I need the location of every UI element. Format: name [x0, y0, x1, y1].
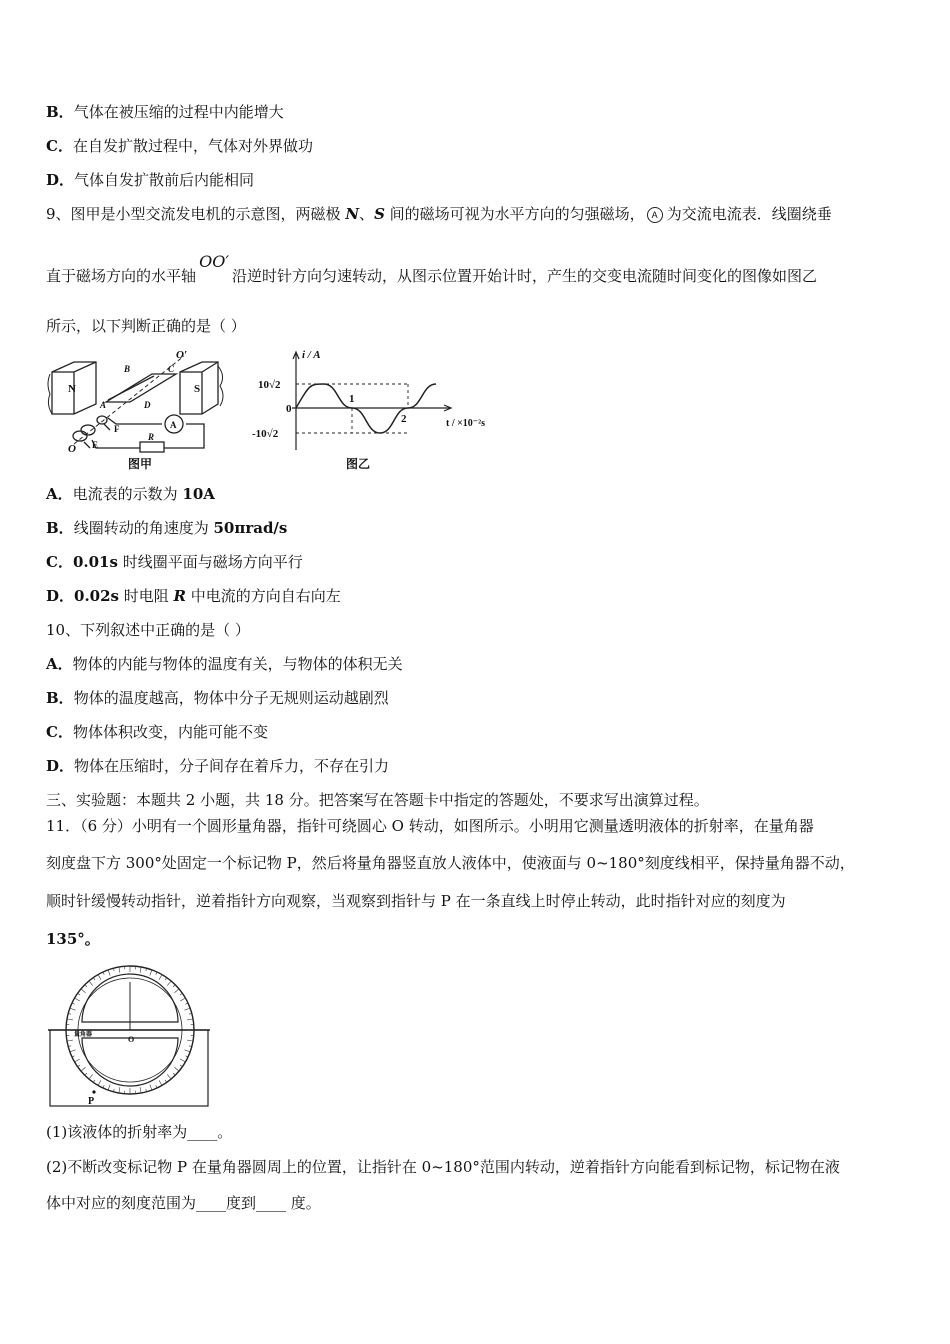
q10-option-d [46, 756, 389, 776]
marker-p-label: P [88, 1096, 95, 1107]
q11-line3: 顺时针缓慢转动指针，逆着指针方向观察，当观察到指针与 P 在一条直线上时停止转动，此时指针对应的刻度为 [46, 892, 786, 910]
label-e: E [92, 440, 99, 450]
option-text: 气体在被压缩的过程中内能增大 [73, 103, 284, 121]
q9-option-b [46, 518, 287, 538]
q9-text: 间的磁场可视为水平方向的匀强磁场， [384, 205, 645, 223]
current-graph [250, 346, 520, 472]
option-text: 电流表的示数为 [72, 485, 183, 503]
tick-mark [185, 1050, 191, 1052]
q10-option-a [46, 654, 403, 674]
marker-p [92, 1090, 95, 1093]
option-label: C． [46, 553, 73, 571]
q9-text: 、 [359, 205, 375, 223]
tick-mark [185, 1008, 191, 1010]
q9-stem-line2 [46, 252, 818, 286]
tick-mark [108, 1085, 110, 1091]
option-label: D． [46, 587, 75, 605]
q8-option-b [46, 102, 284, 122]
center-o-label: O [128, 1035, 135, 1044]
q10-option-c [46, 722, 268, 742]
q8-option-d [46, 170, 254, 190]
option-text: 中电流的方向自右向左 [186, 587, 341, 605]
tick-mark [85, 1073, 87, 1075]
q9-option-c [46, 552, 303, 572]
option-text: 物体体积改变，内能可能不变 [72, 723, 268, 741]
ytick-top: 10√2 [258, 379, 281, 391]
tick-mark [167, 1074, 171, 1079]
option-label: A． [46, 485, 73, 503]
protractor-name: 量角器 [74, 1032, 93, 1038]
ammeter-symbol-icon: A [647, 207, 663, 223]
q11-line1: 11．（6 分）小明有一个圆形量角器，指针可绕圆心 O 转动，如图所示。小明用它测量透明液体的折射率，在量角器 [46, 817, 814, 835]
tick-mark [75, 1059, 80, 1062]
option-text: 线圈转动的角速度为 [73, 519, 214, 537]
option-label: C． [46, 723, 73, 741]
tick-mark [81, 1067, 86, 1071]
xtick-2: 2 [401, 413, 407, 425]
tick-mark [180, 998, 185, 1001]
ytick-bottom: -10√2 [252, 428, 279, 440]
q11-line4: 135°。 [46, 930, 100, 948]
label-f: F [114, 424, 120, 434]
q9-stem-line3: 所示，以下判断正确的是（ ） [46, 317, 246, 335]
q9-text: 为交流电流表．线圈绕垂 [666, 205, 832, 223]
tick-mark [159, 975, 162, 980]
xtick-1: 1 [349, 393, 355, 405]
option-label: C． [46, 137, 73, 155]
q10-option-b [46, 688, 389, 708]
q11-sub2-line1: (2)不断改变标记物 P 在量角器圆周上的位置，让指针在 0~180°范围内转动，逆着指针方向能看到标记物，标记物在液 [46, 1158, 840, 1176]
tick-mark [165, 978, 167, 980]
q11-sub1: (1)该液体的折射率为____。 [46, 1123, 233, 1141]
q11-sub2-line2: 体中对应的刻度范围为____度到____ 度。 [46, 1194, 321, 1212]
label-s: S [194, 383, 201, 395]
meter-label: A [170, 420, 177, 430]
tick-mark [174, 1067, 179, 1071]
q9-text: 直于磁场方向的水平轴 [46, 267, 197, 285]
q9-text: 9、图甲是小型交流发电机的示意图，两磁极 [46, 205, 346, 223]
tick-mark [67, 1040, 73, 1041]
option-text: 气体自发扩散前后内能相同 [74, 171, 255, 189]
pole-s: S [374, 205, 385, 223]
tick-mark [187, 1040, 193, 1041]
tick-mark [150, 970, 152, 976]
section-heading: 三、实验题：本题共 2 小题，共 18 分。把答案写在答题卡中指定的答题处，不要求写出演算过程。 [46, 791, 709, 809]
option-label: B． [46, 519, 74, 537]
tick-mark [93, 1080, 95, 1082]
option-value: 0.01s [72, 553, 118, 571]
tick-mark [119, 967, 120, 973]
option-value: 50πrad/s [213, 519, 288, 537]
tick-mark [180, 993, 182, 995]
tick-mark [98, 1080, 101, 1085]
option-text: 物体在压缩时，分子间存在着斥力，不存在引力 [74, 757, 390, 775]
tick-mark [70, 1050, 76, 1052]
tick-mark [67, 1019, 73, 1020]
q8-option-c [46, 136, 313, 156]
option-label: B． [46, 689, 74, 707]
q10-stem: 10、下列叙述中正确的是（ ） [46, 621, 250, 639]
option-text: 物体的内能与物体的温度有关，与物体的体积无关 [72, 655, 403, 673]
tick-mark [180, 1065, 182, 1067]
protractor-figure [44, 958, 214, 1110]
tick-mark [78, 1065, 80, 1067]
origin-label: 0 [286, 403, 292, 415]
q11-line2: 刻度盘下方 300°处固定一个标记物 P，然后将量角器竖直放人液体中，使液面与 0~180°刻度线相平，保持量角器不动， [46, 854, 855, 872]
tick-mark [140, 967, 141, 973]
label-c: C [168, 364, 175, 374]
tick-mark [187, 1019, 193, 1020]
tick-mark [165, 1080, 167, 1082]
tick-mark [70, 1008, 76, 1010]
option-label: B． [46, 103, 74, 121]
label-r: R [148, 432, 155, 442]
label-n: N [68, 383, 76, 395]
q9-option-a [46, 484, 215, 504]
tick-mark [89, 1074, 93, 1079]
label-o-prime: O′ [176, 349, 188, 361]
tick-mark [93, 978, 95, 980]
tick-mark [159, 1080, 162, 1085]
tick-mark [174, 989, 179, 993]
option-text: 在自发扩散过程中，气体对外界做功 [72, 137, 313, 155]
tick-mark [89, 981, 93, 986]
label-a: A [100, 400, 107, 410]
generator-figure [44, 344, 234, 472]
option-text: 时线圈平面与磁场方向平行 [117, 553, 303, 571]
tick-mark [119, 1087, 120, 1093]
tick-mark [180, 1059, 185, 1062]
tick-mark [85, 985, 87, 987]
option-value: 10A [182, 485, 215, 503]
tick-mark [98, 975, 101, 980]
q9-text: 沿逆时针方向匀速转动，从图示位置开始计时，产生的交变电流随时间变化的图像如图乙 [232, 267, 818, 285]
pole-n: N [345, 205, 360, 223]
tick-mark [81, 989, 86, 993]
option-text: 时电阻 [119, 587, 174, 605]
option-text: 物体的温度越高，物体中分子无规则运动越剧烈 [73, 689, 389, 707]
tick-mark [78, 993, 80, 995]
option-label: D． [46, 757, 75, 775]
fig-caption-left: 图甲 [128, 457, 153, 471]
option-label: D． [46, 171, 75, 189]
resistor-var: R [173, 587, 187, 605]
label-b: B [124, 364, 131, 374]
q9-option-d [46, 586, 341, 606]
label-d: D [144, 400, 151, 410]
option-value: 0.02s [74, 587, 119, 605]
tick-mark [140, 1087, 141, 1093]
tick-mark [167, 981, 171, 986]
option-label: A． [46, 655, 73, 673]
y-axis-label: i / A [302, 349, 321, 361]
tick-mark [173, 1073, 175, 1075]
tick-mark [108, 970, 110, 976]
fig-caption-right: 图乙 [346, 457, 371, 471]
tick-mark [173, 985, 175, 987]
label-o: O [68, 443, 76, 455]
tick-mark [150, 1085, 152, 1091]
axis-symbol: OO′ [199, 252, 229, 271]
q9-stem-line1 [46, 204, 832, 224]
x-axis-label: t / ×10⁻²s [446, 418, 485, 429]
tick-mark [75, 998, 80, 1001]
